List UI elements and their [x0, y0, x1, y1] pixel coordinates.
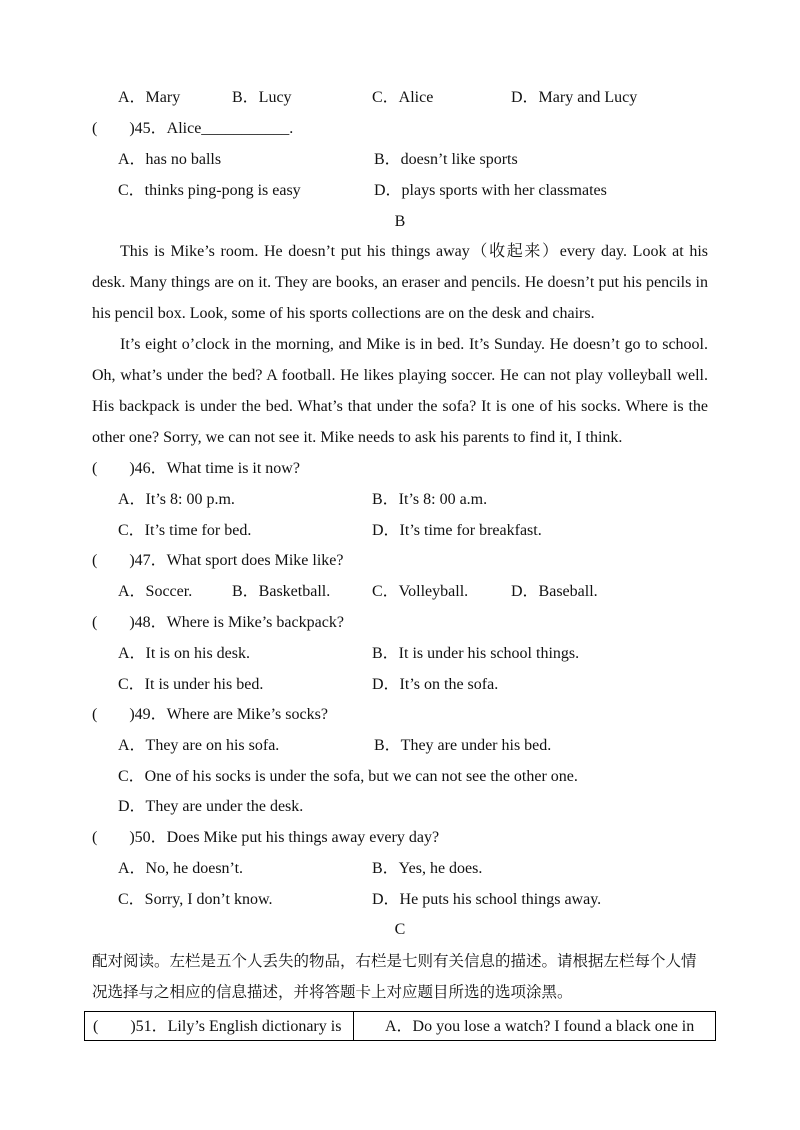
- passage-b: [92, 236, 708, 453]
- q49-stem: ( )49．Where are Mike’s socks?: [92, 706, 328, 723]
- match-table-divider: [353, 1012, 354, 1040]
- q44-option-c: C．Alice: [372, 89, 434, 106]
- q48-option-a: A．It is on his desk.: [118, 645, 251, 662]
- section-b-label: B: [394, 213, 406, 230]
- q48-option-b: B．It is under his school things.: [372, 645, 580, 662]
- q44-option-b: B．Lucy: [232, 89, 292, 106]
- q50-option-d: D．He puts his school things away.: [372, 891, 602, 908]
- q48-stem: ( )48．Where is Mike’s backpack?: [92, 614, 344, 631]
- q48-option-c: C．It is under his bed.: [118, 676, 264, 693]
- match-table: [84, 1011, 716, 1041]
- q47-stem: ( )47．What sport does Mike like?: [92, 552, 344, 569]
- q50-option-a: A．No, he doesn’t.: [118, 860, 244, 877]
- q50-stem: ( )50．Does Mike put his things away every day?: [92, 829, 440, 846]
- match-table-left-cell: ( )51．Lily’s English dictionary is: [93, 1018, 342, 1035]
- section-c-label: C: [394, 921, 406, 938]
- q46-stem: ( )46．What time is it now?: [92, 460, 300, 477]
- passage-b-paragraph-2: It’s eight o’clock in the morning, and Mike is in bed. It’s Sunday. He doesn’t go to school. Oh, what’s under the bed? A football. He likes playing soccer. He can not play volleyball well. His backpack is under the bed. What’s that under the sofa? It is one of his socks. Where is the other one? Sorry, we can not see it. Mike needs to ask his parents to find it, I think.: [92, 336, 708, 446]
- q49-option-d: D．They are under the desk.: [118, 798, 304, 815]
- q48-option-d: D．It’s on the sofa.: [372, 676, 499, 693]
- match-table-right-cell: A．Do you lose a watch? I found a black one in: [385, 1018, 695, 1035]
- q46-option-a: A．It’s 8: 00 p.m.: [118, 491, 235, 508]
- q49-option-b: B．They are under his bed.: [374, 737, 552, 754]
- section-c-instructions: 配对阅读。左栏是五个人丢失的物品，右栏是七则有关信息的描述。请根据左栏每个人情况选择与之相应的信息描述，并将答题卡上对应题目所选的选项涂黑。: [92, 952, 697, 1001]
- q46-option-d: D．It’s time for breakfast.: [372, 522, 542, 539]
- q47-option-b: B．Basketball.: [232, 583, 331, 600]
- q47-option-c: C．Volleyball.: [372, 583, 469, 600]
- q45-stem: ( )45．Alice___________.: [92, 120, 294, 137]
- q45-option-b: B．doesn’t like sports: [374, 151, 518, 168]
- q44-option-d: D．Mary and Lucy: [511, 89, 638, 106]
- q46-option-b: B．It’s 8: 00 a.m.: [372, 491, 488, 508]
- q47-option-d: D．Baseball.: [511, 583, 598, 600]
- q50-option-c: C．Sorry, I don’t know.: [118, 891, 273, 908]
- passage-b-paragraph-1: This is Mike’s room. He doesn’t put his things away（收起来）every day. Look at his desk. Many things are on it. They are books, an eraser and pencils. He doesn’t put his pencils in his pencil box. Look, some of his sports collections are on the desk and chairs.: [92, 243, 708, 322]
- q50-option-b: B．Yes, he does.: [372, 860, 483, 877]
- q45-option-c: C．thinks ping-pong is easy: [118, 182, 301, 199]
- q49-option-a: A．They are on his sofa.: [118, 737, 280, 754]
- q46-option-c: C．It’s time for bed.: [118, 522, 252, 539]
- q44-option-a: A．Mary: [118, 89, 181, 106]
- q47-option-a: A．Soccer.: [118, 583, 193, 600]
- q49-option-c: C．One of his socks is under the sofa, but we can not see the other one.: [118, 768, 578, 785]
- q45-option-a: A．has no balls: [118, 151, 222, 168]
- q45-option-d: D．plays sports with her classmates: [374, 182, 607, 199]
